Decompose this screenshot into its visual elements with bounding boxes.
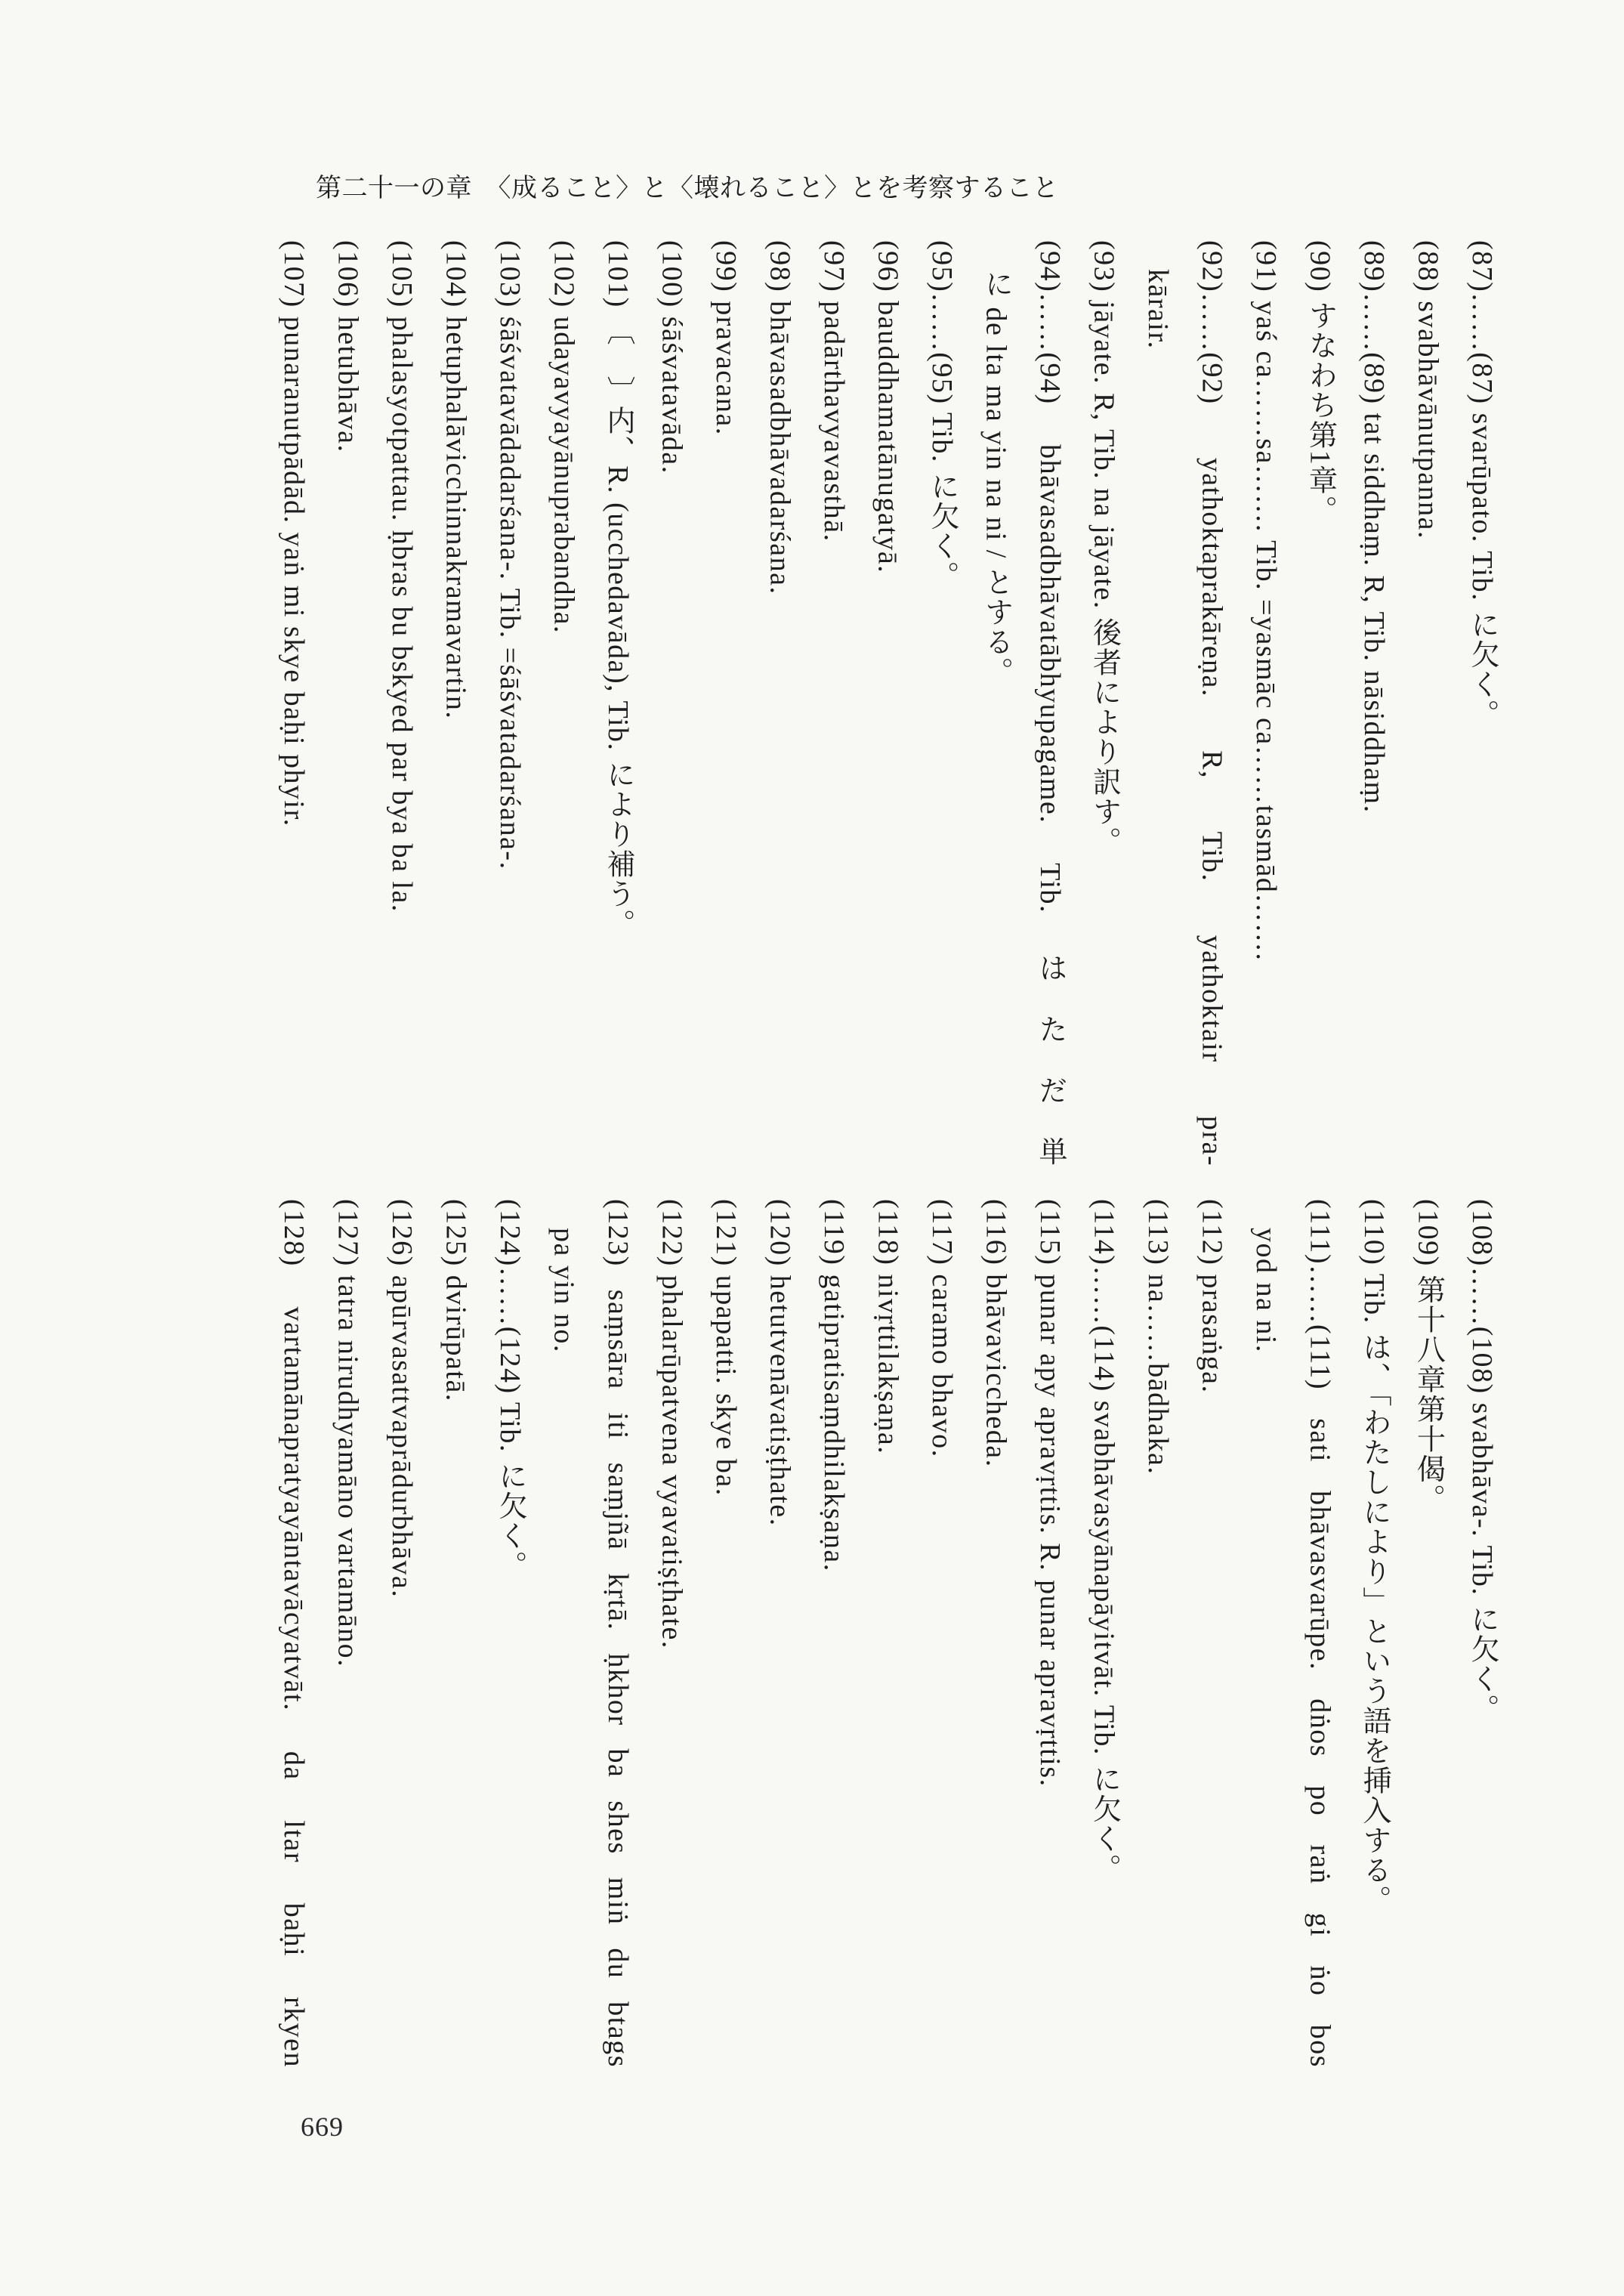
note-99: (99) pravacana.: [710, 240, 742, 436]
note-88: (88) svabhāvānutpanna.: [1412, 240, 1444, 539]
note-92-continuation: kārair.: [1142, 269, 1174, 350]
note-97: (97) padārthavyavasthā.: [818, 240, 850, 542]
note-128: (128) vartamānapratyayāntavācyatvāt. da ltar baḥi rkyen: [278, 1199, 310, 2068]
note-95: (95)……(95) Tib. に欠く。: [926, 240, 958, 591]
note-94: (94)……(94) bhāvasadbhāvatābhyupagame. Tib. はただ単: [1034, 240, 1066, 1167]
note-121: (121) upapatti. skye ba.: [710, 1199, 742, 1497]
note-105: (105) phalasyotpattau. ḥbras bu bskyed par bya ba la.: [386, 240, 418, 913]
notes-upper-tier: [266, 240, 1508, 1167]
note-126: (126) apūrvasattvaprādurbhāva.: [386, 1199, 418, 1599]
running-head: 第二十一の章 〈成ること〉と〈壊れること〉とを考察すること: [316, 175, 1059, 202]
note-104: (104) hetuphalāvicchinnakramavartin.: [440, 240, 472, 720]
note-102: (102) udayavyayānuprabandha.: [548, 240, 580, 635]
note-111-continuation: yod na ni.: [1250, 1228, 1282, 1353]
note-91: (91) yaś ca……sa……. Tib. =yasmāc ca……tasmād…….: [1250, 240, 1282, 962]
note-103: (103) śāśvatavādadarśana-. Tib. =śāśvatadarśana-.: [494, 240, 526, 870]
note-118: (118) nivṛttilakṣaṇa.: [872, 1199, 904, 1455]
page-number: 669: [301, 2112, 344, 2142]
note-112: (112) prasaṅga.: [1196, 1199, 1228, 1394]
note-90: (90) すなわち第1章。: [1304, 240, 1336, 526]
note-124: (124)……(124) Tib. に欠く。: [494, 1199, 526, 1581]
note-93: (93) jāyate. R, Tib. na jāyate. 後者により訳す。: [1088, 240, 1120, 857]
note-115: (115) punar apy apravṛttis. R. punar apravṛttis.: [1034, 1199, 1066, 1788]
note-120: (120) hetutvenāvatiṣṭhate.: [764, 1199, 796, 1527]
note-117: (117) caramo bhavo.: [926, 1199, 958, 1458]
note-113: (113) na……bādhaka.: [1142, 1199, 1174, 1476]
note-94-continuation: に de lta ma yin na ni / とする。: [980, 269, 1012, 687]
note-89: (89)……(89) tat siddhaṃ. R, Tib. nāsiddhaṃ.: [1358, 240, 1390, 814]
note-122: (122) phalarūpatvena vyavatiṣṭhate.: [656, 1199, 688, 1649]
note-100: (100) śāśvatavāda.: [656, 240, 688, 474]
note-106: (106) hetubhāva.: [332, 240, 364, 453]
note-127: (127) tatra nirudhyamāno vartamāno.: [332, 1199, 364, 1668]
note-116: (116) bhāvaviccheda.: [980, 1199, 1012, 1468]
note-101: (101) 〔 〕内、R. (ucchedavāda), Tib. により補う。: [602, 240, 634, 939]
note-110: (110) Tib. は、「わたしにより」という語を挿入する。: [1358, 1199, 1390, 1915]
note-114: (114)……(114) svabhāvasyānapāyitvāt. Tib. に欠く。: [1088, 1199, 1120, 1883]
note-87: (87)……(87) svarūpato. Tib. に欠く。: [1466, 240, 1498, 730]
note-123-continuation: pa yin no.: [548, 1228, 580, 1353]
note-107: (107) punaranutpādād. yaṅ mi skye baḥi phyir.: [278, 240, 310, 827]
note-119: (119) gatipratisaṃdhilakṣaṇa.: [818, 1199, 850, 1572]
note-111: (111)……(111) sati bhāvasvarūpe. dṅos po raṅ gi ṅo bos: [1304, 1199, 1336, 2068]
note-92: (92)……(92) yathoktaprakāreṇa. R, Tib. yathoktair pra-: [1196, 240, 1228, 1167]
note-108: (108)……(108) svabhāva-. Tib. に欠く。: [1466, 1199, 1498, 1724]
note-96: (96) bauddhamatānugatyā.: [872, 240, 904, 574]
note-98: (98) bhāvasadbhāvadarśana.: [764, 240, 796, 595]
note-109: (109) 第十八章第十偈。: [1412, 1199, 1444, 1514]
note-125: (125) dvirūpatā.: [440, 1199, 472, 1402]
note-123: (123) saṃsāra iti saṃjñā kṛtā. ḥkhor ba shes miṅ du btags: [602, 1199, 634, 2068]
notes-lower-tier: [266, 1199, 1508, 2068]
